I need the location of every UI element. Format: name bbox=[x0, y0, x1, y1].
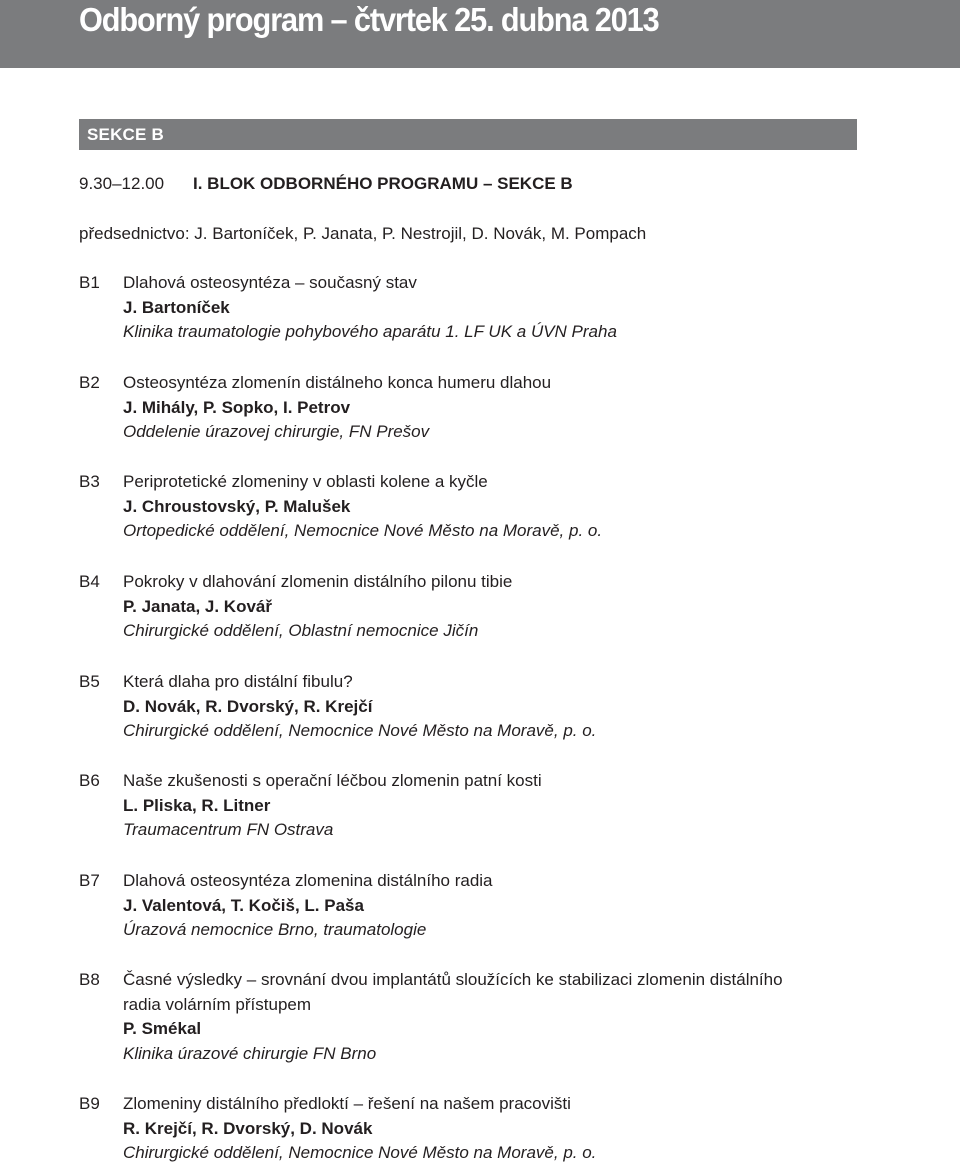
talk-authors: J. Valentová, T. Kočiš, L. Paša bbox=[123, 895, 364, 915]
talk-authors: P. Janata, J. Kovář bbox=[123, 596, 272, 616]
talk-title: Pokroky v dlahování zlomenin distálního pilonu tibie bbox=[123, 572, 513, 591]
talk-authors: L. Pliska, R. Litner bbox=[123, 795, 271, 815]
talk-title: Naše zkušenosti s operační léčbou zlomenin patní kosti bbox=[123, 771, 542, 790]
talk-code: B3 bbox=[79, 472, 100, 491]
talk-code: B7 bbox=[79, 871, 100, 890]
block-time: 9.30–12.00 bbox=[79, 174, 165, 193]
talk-title: Dlahová osteosyntéza zlomenina distálního radia bbox=[123, 871, 493, 890]
talk-body bbox=[123, 769, 843, 843]
talk-code: B9 bbox=[79, 1094, 100, 1113]
talk-authors: J. Chroustovský, P. Malušek bbox=[123, 496, 351, 516]
talk-body bbox=[123, 968, 843, 1066]
talk-body bbox=[123, 670, 843, 744]
talk-code: B6 bbox=[79, 771, 100, 790]
page-header bbox=[0, 0, 960, 68]
page-title: Odborný program – čtvrtek 25. dubna 2013 bbox=[79, 1, 659, 38]
talk-code: B1 bbox=[79, 273, 100, 292]
talk-affiliation: Ortopedické oddělení, Nemocnice Nové Město na Moravě, p. o. bbox=[123, 521, 603, 540]
talk-code: B8 bbox=[79, 970, 100, 989]
talk-title: Periprotetické zlomeniny v oblasti kolene a kyčle bbox=[123, 472, 488, 491]
talk-title: Osteosyntéza zlomenín distálneho konca humeru dlahou bbox=[123, 373, 552, 392]
talk-code: B4 bbox=[79, 572, 100, 591]
talk-affiliation: Traumacentrum FN Ostrava bbox=[123, 820, 334, 839]
talk-affiliation: Klinika úrazové chirurgie FN Brno bbox=[123, 1043, 377, 1063]
talk-authors: D. Novák, R. Dvorský, R. Krejčí bbox=[123, 696, 373, 716]
talk-authors: J. Mihály, P. Sopko, I. Petrov bbox=[123, 397, 351, 417]
talk-body bbox=[123, 470, 843, 544]
talk-body bbox=[123, 570, 843, 644]
talk-title: Která dlaha pro distální fibulu? bbox=[123, 672, 353, 691]
talk-affiliation: Úrazová nemocnice Brno, traumatologie bbox=[123, 920, 427, 939]
talk-body bbox=[123, 869, 843, 943]
talk-affiliation: Chirurgické oddělení, Nemocnice Nové Město na Moravě, p. o. bbox=[123, 1143, 597, 1162]
talk-body bbox=[123, 1092, 843, 1166]
talk-body bbox=[123, 271, 843, 345]
talk-title: Zlomeniny distálního předloktí – řešení na našem pracovišti bbox=[123, 1094, 571, 1113]
talk-authors: J. Bartoníček bbox=[123, 297, 230, 317]
talk-affiliation: Chirurgické oddělení, Nemocnice Nové Město na Moravě, p. o. bbox=[123, 721, 597, 740]
talk-affiliation: Chirurgické oddělení, Oblastní nemocnice Jičín bbox=[123, 621, 479, 640]
section-header bbox=[79, 119, 857, 150]
block-chairs: předsednictvo: J. Bartoníček, P. Janata, P. Nestrojil, D. Novák, M. Pompach bbox=[79, 224, 647, 243]
section-label: SEKCE B bbox=[87, 125, 164, 144]
talk-code: B5 bbox=[79, 672, 100, 691]
block-title: I. BLOK ODBORNÉHO PROGRAMU – SEKCE B bbox=[193, 174, 573, 193]
talk-affiliation: Klinika traumatologie pohybového aparátu 1. LF UK a ÚVN Praha bbox=[123, 322, 617, 341]
talk-code: B2 bbox=[79, 373, 100, 392]
talk-authors: P. Smékal bbox=[123, 1019, 202, 1038]
talk-title: Dlahová osteosyntéza – současný stav bbox=[123, 273, 417, 292]
talk-title: Časné výsledky – srovnání dvou implantátů sloužících ke stabilizaci zlomenin distálního radia volárním přístupem bbox=[123, 970, 783, 1014]
talk-authors: R. Krejčí, R. Dvorský, D. Novák bbox=[123, 1118, 373, 1138]
talk-body bbox=[123, 371, 843, 445]
talk-affiliation: Oddelenie úrazovej chirurgie, FN Prešov bbox=[123, 422, 430, 441]
